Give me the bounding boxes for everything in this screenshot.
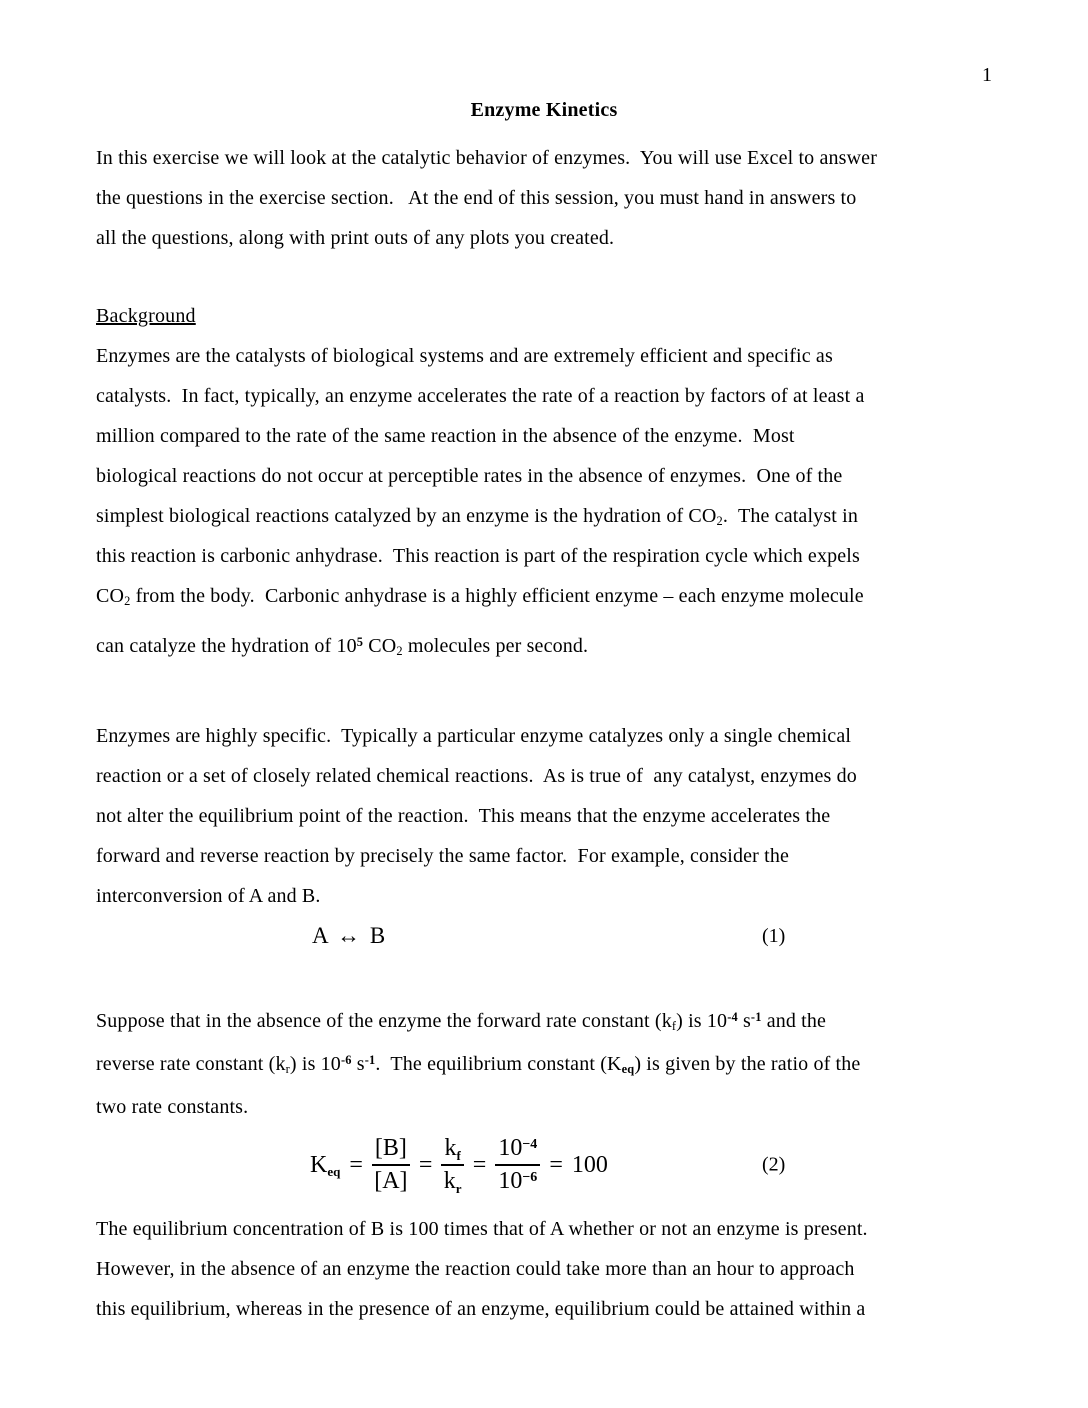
text-line: the questions in the exercise section. At the end of this session, you must hand in answers to (96, 187, 857, 209)
text-line: can catalyze the hydration of $10^5$ $CO_2$ molecules per second. (96, 635, 589, 659)
text-line: interconversion of A and B. (96, 885, 321, 907)
text-line: Enzymes are the catalysts of biological systems and are extremely efficient and specific as (96, 345, 833, 367)
text-line: Enzymes are highly specific. Typically a particular enzyme catalyzes only a single chemical (96, 725, 852, 747)
text-line: not alter the equilibrium point of the reaction. This means that the enzyme accelerates the (96, 805, 831, 827)
text-line: all the questions, along with print outs of any plots you created. (96, 227, 615, 249)
paragraph-equilibrium (96, 1209, 992, 1329)
paragraph-rate-constants (96, 1000, 992, 1129)
text-line: However, in the absence of an enzyme the reaction could take more than an hour to approach (96, 1258, 855, 1280)
equation-2-number: (2) (762, 1153, 786, 1176)
text-line: reverse rate constant $(k_r)$ is $10^{-6}$ $s^{-1}$. The equilibrium constant $(K_{eq})$ is given by the ratio of the (96, 1053, 861, 1077)
equation-2 (96, 1129, 992, 1201)
document-title: Enzyme Kinetics (470, 99, 618, 121)
page-number: 1 (982, 64, 992, 86)
text-line: two rate constants. (96, 1096, 249, 1118)
equals-sign: = (472, 1151, 487, 1178)
equation-1-number: (1) (762, 925, 786, 947)
paragraph-background (96, 336, 992, 666)
fraction-rate-constants: $\frac{k_f}{k_r}$ (441, 1135, 463, 1195)
text-line: catalysts. In fact, typically, an enzyme accelerates the rate of a reaction by factors of at least a (96, 385, 865, 407)
section-heading-background: Background (96, 305, 196, 327)
text-line: Suppose that in the absence of the enzyme the forward rate constant $(k_f)$ is $10^{-4}$ $s^{-1}$ and the (96, 1010, 827, 1034)
text-line: The equilibrium concentration of B is 100 times that of A whether or not an enzyme is present. (96, 1218, 868, 1240)
text-line: this equilibrium, whereas in the presence of an enzyme, equilibrium could be attained within a (96, 1298, 866, 1320)
text-line: million compared to the rate of the same reaction in the absence of the enzyme. Most (96, 425, 795, 447)
text-line: reaction or a set of closely related chemical reactions. As is true of any catalyst, enzymes do (96, 765, 857, 787)
equation-1-expression: A ↔ B (312, 923, 388, 948)
fraction-values: $\frac{10^{-4}}{10^{-6}}$ (495, 1135, 540, 1195)
equals-sign: = (418, 1151, 433, 1178)
text-line: simplest biological reactions catalyzed by an enzyme is the hydration of $CO_2$. The catalyst in (96, 505, 858, 529)
text-line: this reaction is carbonic anhydrase. This reaction is part of the respiration cycle which expels (96, 545, 860, 567)
equation-result: 100 (571, 1151, 608, 1178)
equals-sign: = (349, 1151, 363, 1178)
equation-1 (96, 916, 992, 956)
equation-2-expression (310, 1129, 608, 1201)
keq-symbol: $K_{eq}$ (310, 1151, 341, 1180)
paragraph-specificity (96, 716, 992, 916)
text-line: biological reactions do not occur at perceptible rates in the absence of enzymes. One of the (96, 465, 843, 487)
equals-sign: = (549, 1151, 563, 1178)
paragraph-intro (96, 138, 992, 258)
text-line: In this exercise we will look at the catalytic behavior of enzymes. You will use Excel to answer (96, 147, 878, 169)
text-line: $CO_2$ from the body. Carbonic anhydrase is a highly efficient enzyme – each enzyme molecule (96, 585, 864, 609)
fraction-concentrations: $\frac{[B]}{[A]}$ (372, 1135, 410, 1195)
text-line: forward and reverse reaction by precisely the same factor. For example, consider the (96, 845, 790, 867)
